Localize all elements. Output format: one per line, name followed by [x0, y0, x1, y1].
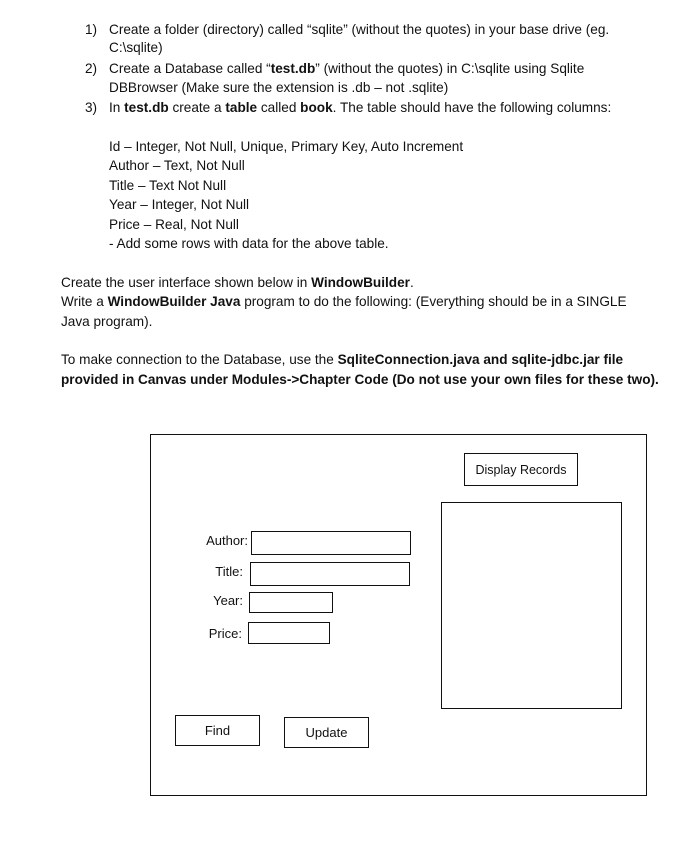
column-spec: - Add some rows with data for the above table. — [109, 236, 389, 251]
year-label: Year: — [213, 593, 243, 608]
paragraph-program-cont: Java program). — [61, 314, 153, 329]
title-input[interactable] — [250, 562, 410, 586]
author-input[interactable] — [251, 531, 411, 555]
text: To make connection to the Database, use the — [61, 352, 338, 367]
price-label: Price: — [208, 626, 242, 641]
text: program to do the following: (Everything should be in a SINGLE — [240, 294, 627, 309]
bold-text: test.db — [124, 100, 169, 115]
column-spec: Author – Text, Not Null — [109, 158, 245, 173]
bold-text: book — [300, 100, 333, 115]
year-input[interactable] — [249, 592, 333, 613]
text: . — [409, 275, 414, 290]
step-3-number: 3) — [85, 100, 98, 115]
text: . The table should have the following columns: — [332, 100, 612, 115]
bold-text: SqliteConnection.java and sqlite-jdbc.jar file — [337, 352, 624, 367]
update-button[interactable]: Update — [284, 717, 369, 748]
text: Write a — [61, 294, 108, 309]
column-spec: Price – Real, Not Null — [109, 217, 239, 232]
bold-text: table — [225, 100, 258, 115]
text: Create the user interface shown below in — [61, 275, 312, 290]
bold-text: test.db — [270, 61, 316, 76]
step-1-text: Create a folder (directory) called “sqlite” (without the quotes) in your base drive (eg. — [109, 22, 610, 37]
price-input[interactable] — [248, 622, 330, 644]
bold-text: WindowBuilder Java — [107, 294, 241, 309]
text: called — [257, 100, 301, 115]
bold-text: WindowBuilder — [311, 275, 410, 290]
text: In — [109, 100, 125, 115]
step-3-text — [109, 99, 611, 117]
text: ” (without the quotes) in C:\sqlite using Sqlite — [315, 61, 585, 76]
records-display-area[interactable] — [441, 502, 622, 709]
step-2-text-cont: DBBrowser (Make sure the extension is .db – not .sqlite) — [109, 80, 449, 95]
step-2-number: 2) — [85, 61, 98, 76]
column-spec: Year – Integer, Not Null — [109, 197, 250, 212]
column-spec: Id – Integer, Not Null, Unique, Primary Key, Auto Increment — [109, 139, 464, 154]
paragraph-connection — [61, 351, 623, 369]
column-spec: Title – Text Not Null — [109, 178, 227, 193]
text: create a — [168, 100, 226, 115]
paragraph-program — [61, 293, 627, 311]
step-1-text-cont: C:\sqlite) — [109, 40, 163, 55]
title-label: Title: — [215, 564, 243, 579]
step-1-number: 1) — [85, 22, 98, 37]
text: Create a Database called “ — [109, 61, 271, 76]
find-button[interactable]: Find — [175, 715, 260, 746]
paragraph-connection-cont: provided in Canvas under Modules->Chapter Code (Do not use your own files for these two). — [61, 372, 659, 387]
step-2-text — [109, 60, 584, 78]
paragraph-ui — [61, 274, 414, 292]
display-records-button[interactable]: Display Records — [464, 453, 578, 486]
author-label: Author: — [206, 533, 248, 548]
